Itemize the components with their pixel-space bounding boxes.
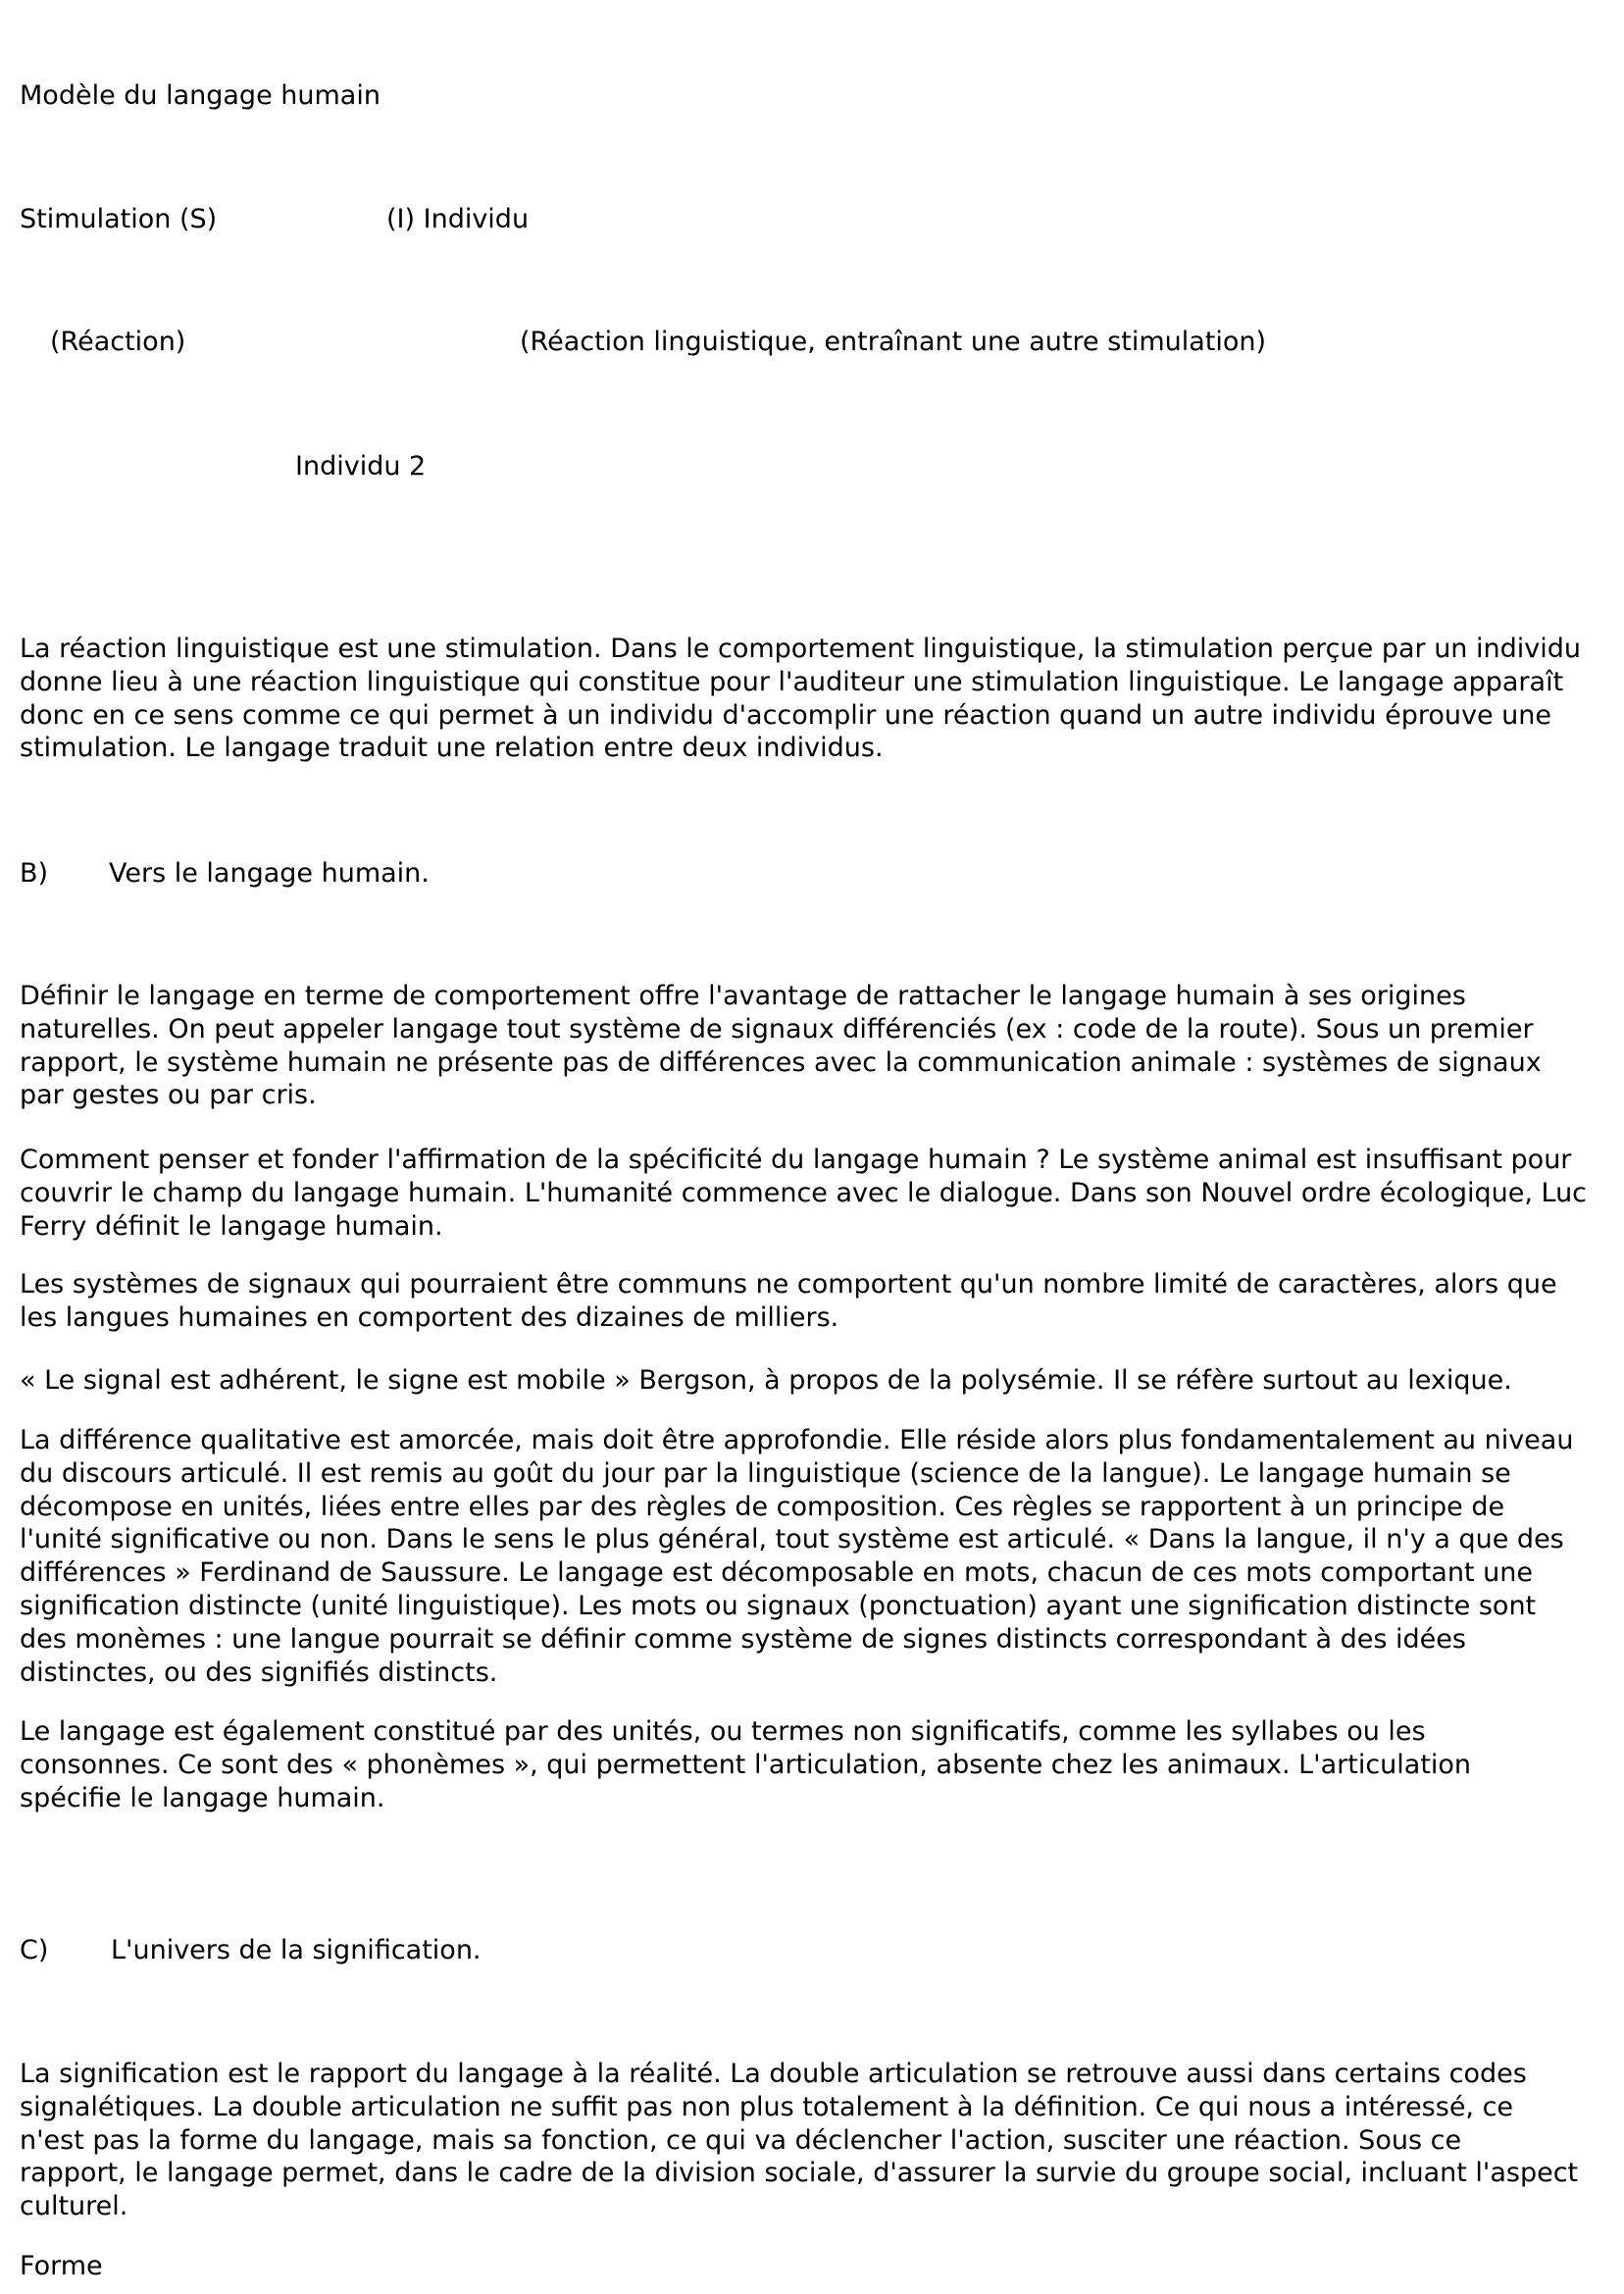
- paragraph-line: culturel.: [20, 2191, 128, 2222]
- paragraph-line: décompose en unités, liées entre elles par des règles de composition. Ces règles se rapportent à un principe de: [20, 1491, 1505, 1522]
- page-title: Modèle du langage humain: [20, 80, 381, 111]
- paragraph-line: naturelles. On peut appeler langage tout système de signaux différenciés (ex : code de la route). Sous un premier: [20, 1013, 1534, 1045]
- paragraph-line: couvrir le champ du langage humain. L'humanité commence avec le dialogue. Dans son Nouvel ordre écologique, Luc: [20, 1177, 1588, 1208]
- paragraph-line: La différence qualitative est amorcée, mais doit être approfondie. Elle réside alors plus fondamentalement au niveau: [20, 1425, 1574, 1455]
- paragraph-line: Comment penser et fonder l'affirmation de la spécificité du langage humain ? Le système animal est insuffisant pour: [20, 1145, 1572, 1175]
- paragraph-line: La signification est le rapport du langage à la réalité. La double articulation se retrouve aussi dans certains codes: [20, 2059, 1527, 2089]
- paragraph-line: Les systèmes de signaux qui pourraient être communs ne comportent qu'un nombre limité de caractères, alors que: [20, 1269, 1557, 1300]
- paragraph-line: du discours articulé. Il est remis au goût du jour par la linguistique (science de la langue). Le langage humain se: [20, 1457, 1511, 1489]
- intro-paragraph: [20, 633, 1581, 765]
- diagram-stimulation-label: Stimulation (S): [20, 204, 218, 234]
- section-b-paragraph-4-quote: [20, 1364, 1512, 1398]
- paragraph-line: signalétiques. La double articulation ne suffit pas non plus totalement à la définition. Ce qui nous a intéressé, ce: [20, 2091, 1514, 2122]
- paragraph-line: spécifie le langage humain.: [20, 1782, 385, 1813]
- paragraph-line: La réaction linguistique est une stimulation. Dans le comportement linguistique, la stimulation perçue par un individu: [20, 634, 1581, 664]
- section-b-paragraph-2: [20, 1144, 1587, 1243]
- paragraph-line: rapport, le système humain ne présente pas de différences avec la communication animale : systèmes de signaux: [20, 1046, 1542, 1078]
- paragraph-line: donne lieu à une réaction linguistique qui constitue pour l'auditeur une stimulation linguistique. Le langage apparaît: [20, 666, 1564, 697]
- diagram-individu-2-label: Individu 2: [295, 451, 427, 482]
- trailing-label-forme: Forme: [20, 2251, 103, 2281]
- paragraph-line: signification distincte (unité linguistique). Les mots ou signaux (ponctuation) ayant une signification distincte sont: [20, 1590, 1537, 1621]
- paragraph-line: Ferry définit le langage humain.: [20, 1210, 443, 1242]
- paragraph-line: n'est pas la forme du langage, mais sa fonction, ce qui va déclencher l'action, susciter une réaction. Sous ce: [20, 2124, 1462, 2156]
- paragraph-line: donc en ce sens comme ce qui permet à un individu d'accomplir une réaction quand un autre individu éprouve une: [20, 699, 1551, 731]
- diagram-reaction-label: (Réaction): [50, 327, 186, 357]
- paragraph-line: rapport, le langage permet, dans le cadre de la division sociale, d'assurer la survie du groupe social, incluant l'aspect: [20, 2158, 1579, 2189]
- section-c-label: C): [20, 1935, 49, 1965]
- paragraph-line: distinctes, ou des signifiés distincts.: [20, 1657, 498, 1688]
- paragraph-line: l'unité significative ou non. Dans le sens le plus général, tout système est articulé. « Dans la langue, il n'y a que des: [20, 1524, 1564, 1555]
- section-b-paragraph-5: [20, 1424, 1573, 1689]
- diagram-individu-1-label: (I) Individu: [386, 204, 530, 234]
- section-c-title: L'univers de la signification.: [111, 1935, 482, 1965]
- paragraph-line: différences » Ferdinand de Saussure. Le langage est décomposable en mots, chacun de ces mots comportant une: [20, 1557, 1533, 1589]
- paragraph-line: « Le signal est adhérent, le signe est mobile » Bergson, à propos de la polysémie. Il se réfère surtout au lexique.: [20, 1365, 1512, 1396]
- paragraph-line: consonnes. Ce sont des « phonèmes », qui permettent l'articulation, absente chez les animaux. L'articulation: [20, 1749, 1472, 1780]
- paragraph-line: les langues humaines en comportent des dizaines de milliers.: [20, 1301, 839, 1333]
- paragraph-line: des monèmes : une langue pourrait se définir comme système de signes distincts correspondant à des idées: [20, 1623, 1466, 1655]
- section-b-paragraph-3: [20, 1268, 1557, 1335]
- section-b-paragraph-1: [20, 980, 1542, 1112]
- diagram-linguistic-reaction-label: (Réaction linguistique, entraînant une autre stimulation): [520, 327, 1267, 357]
- paragraph-line: par gestes ou par cris.: [20, 1080, 317, 1111]
- section-b-paragraph-6: [20, 1715, 1471, 1814]
- paragraph-line: Définir le langage en terme de comportement offre l'avantage de rattacher le langage humain à ses origines: [20, 981, 1466, 1011]
- section-b-title: Vers le langage humain.: [109, 858, 430, 889]
- section-b-label: B): [20, 858, 49, 889]
- paragraph-line: Le langage est également constitué par des unités, ou termes non significatifs, comme les syllabes ou les: [20, 1716, 1426, 1747]
- paragraph-line: stimulation. Le langage traduit une relation entre deux individus.: [20, 733, 884, 764]
- section-c-paragraph-1: [20, 2058, 1578, 2223]
